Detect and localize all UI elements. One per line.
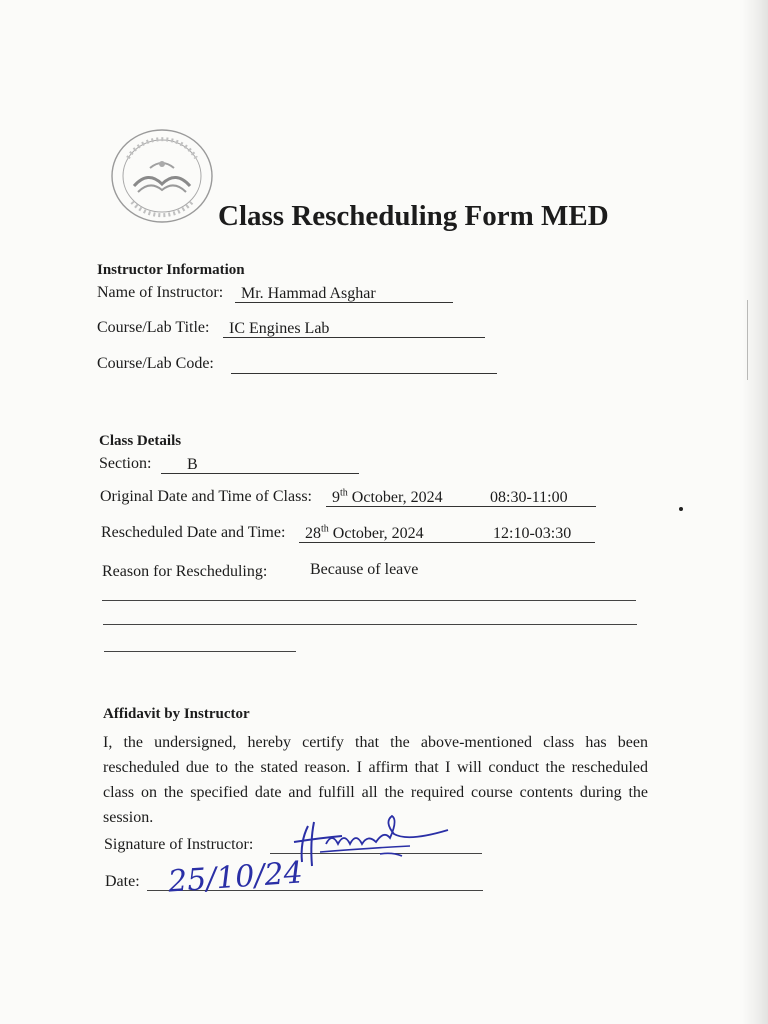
- signature-label: Signature of Instructor:: [104, 836, 254, 853]
- reason-line-2[interactable]: [103, 624, 637, 625]
- course-title-field[interactable]: IC Engines Lab: [223, 319, 485, 338]
- scan-edge-mark: [747, 300, 748, 380]
- rescheduled-day-suffix: th: [321, 523, 329, 535]
- instructor-name-label: Name of Instructor:: [97, 284, 224, 301]
- original-day: 9: [332, 489, 340, 506]
- scan-speck: [679, 507, 683, 511]
- section-row: [99, 455, 379, 477]
- original-day-suffix: th: [340, 487, 348, 499]
- date-label: Date:: [105, 873, 140, 890]
- reason-label: Reason for Rescheduling:: [102, 563, 268, 580]
- affidavit-heading: Affidavit by Instructor: [103, 706, 250, 722]
- handwritten-signature: [280, 812, 460, 872]
- reason-row: [102, 563, 502, 585]
- course-code-row: [97, 355, 517, 377]
- rescheduled-date-label: Rescheduled Date and Time:: [101, 524, 286, 541]
- section-field[interactable]: [161, 455, 359, 474]
- reason-line-1[interactable]: [102, 600, 636, 601]
- course-code-label: Course/Lab Code:: [97, 355, 214, 372]
- rescheduled-date-field[interactable]: [299, 524, 595, 543]
- class-details-heading: Class Details: [99, 433, 182, 449]
- original-date-row: [100, 488, 620, 510]
- rescheduled-date-row: [101, 524, 621, 546]
- course-title-label: Course/Lab Title:: [97, 319, 210, 336]
- university-seal-icon: [110, 128, 214, 224]
- reason-line-3[interactable]: [104, 651, 296, 652]
- instructor-info-heading: Instructor Information: [97, 262, 245, 278]
- section-value: B: [187, 456, 198, 473]
- instructor-name-field[interactable]: Mr. Hammad Asghar: [235, 284, 453, 303]
- original-date-label: Original Date and Time of Class:: [100, 488, 312, 505]
- reason-value[interactable]: Because of leave: [310, 561, 419, 578]
- original-date-field[interactable]: [326, 488, 596, 507]
- rescheduled-time: 12:10-03:30: [493, 525, 572, 542]
- rescheduled-day: 28: [305, 525, 321, 542]
- rescheduled-month-year: October, 2024: [328, 525, 424, 542]
- original-time: 08:30-11:00: [490, 489, 568, 506]
- section-label: Section:: [99, 455, 152, 472]
- original-month-year: October, 2024: [347, 489, 443, 506]
- handwritten-date: 25/10/24: [166, 855, 304, 900]
- course-code-field[interactable]: [231, 355, 497, 374]
- instructor-name-row: [97, 284, 477, 306]
- form-title: Class Rescheduling Form MED: [218, 200, 609, 232]
- affidavit-text: I, the undersigned, hereby certify that the above-mentioned class has been rescheduled due to the stated reason. I affirm that I will conduct the rescheduled class on the specified date and fulfill all the required course contents during the session.: [103, 734, 648, 826]
- page-edge-shadow: [742, 0, 768, 1024]
- course-title-row: [97, 319, 497, 341]
